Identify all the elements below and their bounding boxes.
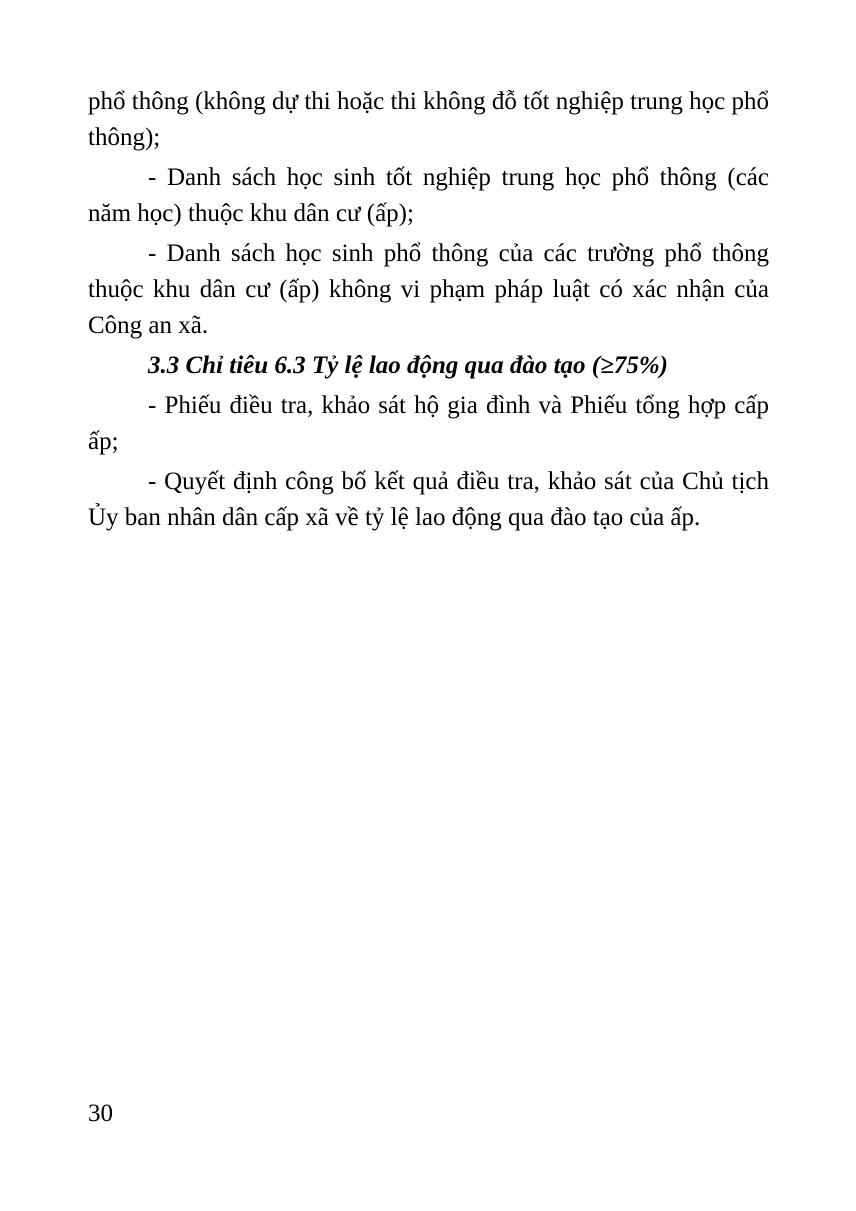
list-item-survey-forms: - Phiếu điều tra, khảo sát hộ gia đình và Phiếu tổng hợp cấp ấp; <box>88 392 769 455</box>
list-item-decision: - Quyết định công bố kết quả điều tra, khảo sát của Chủ tịch Ủy ban nhân dân cấp xã về tỷ lệ lao động qua đào tạo của ấp. <box>88 468 769 531</box>
page-content <box>88 84 769 540</box>
list-item-graduates: - Danh sách học sinh tốt nghiệp trung học phổ thông (các năm học) thuộc khu dân cư (ấp); <box>88 164 769 227</box>
continued-paragraph: phổ thông (không dự thi hoặc thi không đỗ tốt nghiệp trung học phổ thông); <box>88 88 769 151</box>
list-item-students-no-violation: - Danh sách học sinh phổ thông của các trường phổ thông thuộc khu dân cư (ấp) không vi phạm pháp luật có xác nhận của Công an xã. <box>88 240 769 339</box>
section-heading: 3.3 Chỉ tiêu 6.3 Tỷ lệ lao động qua đào tạo (≥75%) <box>148 352 668 379</box>
page-number: 30 <box>88 1100 113 1127</box>
